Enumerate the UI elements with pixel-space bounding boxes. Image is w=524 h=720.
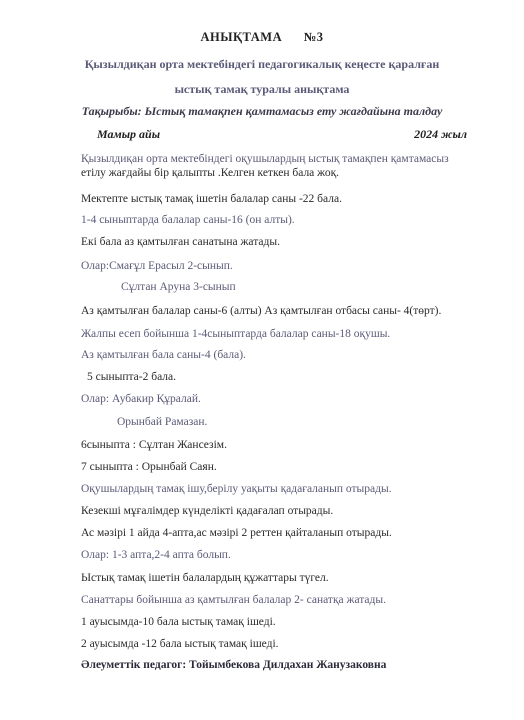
document-title <box>0 30 524 45</box>
body-line: Сұлтан Аруна 3-сынып <box>121 281 236 293</box>
title-text: АНЫҚТАМА <box>200 30 283 44</box>
body-line: Мектепте ыстық тамақ ішетін балалар саны -22 бала. <box>81 193 342 205</box>
document-number: №3 <box>303 30 324 44</box>
body-line: 5 сыныпта-2 бала. <box>87 371 176 383</box>
month-label: Мамыр айы <box>97 127 161 141</box>
body-line: 1-4 сыныптарда балалар саны-16 (он алты). <box>81 214 295 226</box>
body-line: Олар:Смағұл Ерасыл 2-сынып. <box>81 260 233 272</box>
body-line: Аз қамтылған бала саны-4 (бала). <box>81 349 246 361</box>
body-line: Ас мәзірі 1 айда 4-апта,ас мәзірі 2 реттен қайталанып отырады. <box>81 527 392 539</box>
body-line: етілу жағдайы бір қалыпты .Келген кеткен бала жоқ. <box>81 167 340 179</box>
topic-line: Тақырыбы: Ыстық тамақпен қамтамасыз ету жағдайына талдау <box>81 104 443 118</box>
subtitle-line-1: Қызылдиқан орта мектебіндегі педагогикалық кеңесте қаралған <box>84 57 440 71</box>
body-line: Орынбай Рамазан. <box>117 416 208 428</box>
body-line: 1 ауысымда-10 бала ыстық тамақ ішеді. <box>81 616 276 628</box>
signature-line: Әлеуметтік педагог: Тойымбекова Дилдахан Жанузаковна <box>81 659 387 671</box>
body-line: Олар: 1-3 апта,2-4 апта болып. <box>81 549 231 561</box>
body-line: 6сыныпта : Сұлтан Жансезім. <box>81 439 227 451</box>
body-line: Санаттары бойынша аз қамтылған балалар 2- санатқа жатады. <box>81 594 386 606</box>
body-line: Аз қамтылған балалар саны-6 (алты) Аз қамтылған отбасы саны- 4(төрт). <box>81 305 442 317</box>
body-line: Оқушылардың тамақ ішу,берілу уақыты қадағаланып отырады. <box>81 483 392 495</box>
body-line: Екі бала аз қамтылған санатына жатады. <box>81 236 280 248</box>
body-line: Ыстық тамақ ішетін балалардың құжаттары түгел. <box>81 572 329 584</box>
body-line: Кезекші мұғалімдер күнделікті қадағалап отырады. <box>81 505 334 517</box>
body-line: Жалпы есеп бойынша 1-4сыныптарда балалар саны-18 оқушы. <box>81 328 391 340</box>
body-line: 2 ауысымда -12 бала ыстық тамақ ішеді. <box>81 638 279 650</box>
body-line: 7 сыныпта : Орынбай Саян. <box>81 461 217 473</box>
subtitle-line-2: ыстық тамақ туралы анықтама <box>174 82 350 96</box>
body-line: Қызылдиқан орта мектебіндегі оқушылардың ыстық тамақпен қамтамасыз <box>81 153 449 165</box>
body-line: Олар: Аубакир Құралай. <box>81 393 201 405</box>
year-label: 2024 жыл <box>414 127 467 141</box>
